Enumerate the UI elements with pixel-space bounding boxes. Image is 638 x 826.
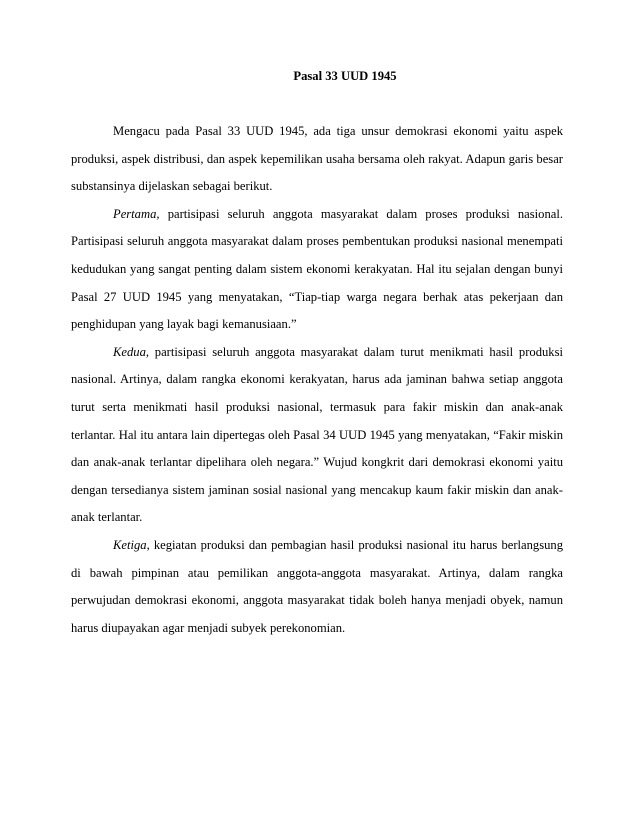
paragraph-text: partisipasi seluruh anggota masyarakat dalam turut menikmati hasil produksi nasional. Artinya, dalam rangka ekonomi kerakyatan, harus ada jaminan bahwa setiap anggota turut serta menikmati hasil produksi nasional, termasuk para fakir miskin dan anak-anak terlantar. Hal itu antara lain dipertegas oleh Pasal 34 UUD 1945 yang menyatakan, “Fakir miskin dan anak-anak terlantar dipelihara oleh negara.” Wujud kongkrit dari demokrasi ekonomi yaitu dengan tersedianya sistem jaminan sosial nasional yang mencakup kaum fakir miskin dan anak-anak terlantar. — [71, 344, 563, 525]
paragraph-ketiga — [71, 532, 563, 642]
paragraph-intro — [71, 118, 563, 201]
paragraph-lead: Pertama, — [113, 206, 160, 221]
document-title: Pasal 33 UUD 1945 — [293, 69, 397, 83]
paragraph-pertama — [71, 201, 563, 339]
paragraph-kedua — [71, 339, 563, 532]
paragraph-text: partisipasi seluruh anggota masyarakat dalam proses produksi nasional. Partisipasi seluruh anggota masyarakat dalam proses pembentukan produksi nasional menempati kedudukan yang sangat penting dalam sistem ekonomi kerakyatan. Hal itu sejalan dengan bunyi Pasal 27 UUD 1945 yang menyatakan, “Tiap-tiap warga negara berhak atas pekerjaan dan penghidupan yang layak bagi kemanusiaan.” — [71, 206, 563, 332]
paragraph-lead: Kedua, — [113, 344, 150, 359]
document-body — [71, 118, 563, 642]
paragraph-lead: Ketiga — [113, 537, 147, 552]
paragraph-text: , kegiatan produksi dan pembagian hasil produksi nasional itu harus berlangsung di bawah pimpinan atau pemilikan anggota-anggota masyarakat. Artinya, dalam rangka perwujudan demokrasi ekonomi, anggota masyarakat tidak boleh hanya menjadi obyek, namun harus diupayakan agar menjadi subyek perekonomian. — [71, 537, 563, 635]
paragraph-text: Mengacu pada Pasal 33 UUD 1945, ada tiga unsur demokrasi ekonomi yaitu aspek produksi, aspek distribusi, dan aspek kepemilikan usaha bersama oleh rakyat. Adapun garis besar substansinya dijelaskan sebagai berikut. — [71, 124, 563, 194]
